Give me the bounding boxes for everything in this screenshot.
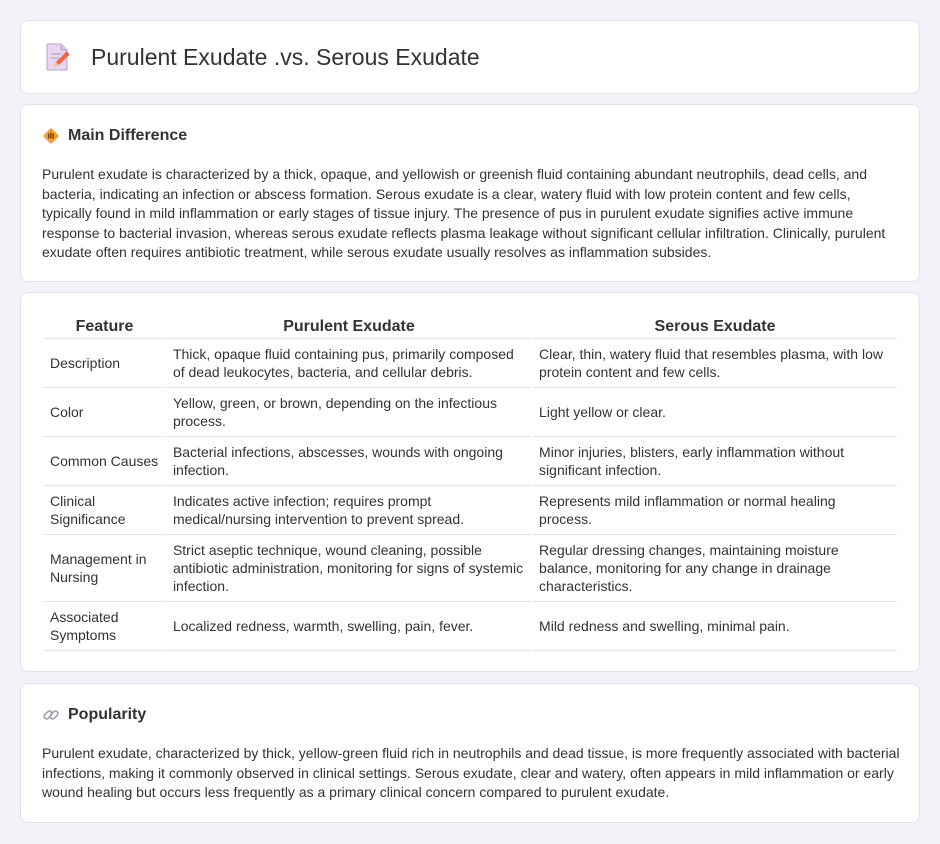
feature-cell: Color (44, 388, 165, 437)
table-row (44, 339, 897, 388)
popularity-heading (42, 706, 146, 724)
popularity-card (20, 683, 920, 823)
column-header-feature: Feature (44, 315, 165, 339)
table-row (44, 388, 897, 437)
feature-cell: Clinical Significance (44, 486, 165, 535)
main-difference-title: Main Difference (68, 127, 188, 144)
column-header-serous: Serous Exudate (533, 315, 897, 339)
popularity-text: Purulent exudate, characterized by thick, yellow-green fluid rich in neutrophils and dead tissue, is more frequently associated with bacterial infections, making it commonly observed in clinical settings. Serous exudate, clear and watery, often appears in mild inflammation or early wound healing but occurs less frequently as a primary clinical concern compared to purulent exudate. (42, 745, 900, 800)
table-row (44, 437, 897, 486)
feature-cell: Associated Symptoms (44, 602, 165, 651)
column-header-purulent: Purulent Exudate (167, 315, 531, 339)
main-difference-card (20, 104, 920, 282)
purulent-cell: Thick, opaque fluid containing pus, primarily composed of dead leukocytes, bacteria, and cellular debris. (167, 339, 531, 388)
main-difference-heading (42, 127, 187, 145)
serous-cell: Clear, thin, watery fluid that resembles plasma, with low protein content and few cells. (533, 339, 897, 388)
purulent-cell: Localized redness, warmth, swelling, pain, fever. (167, 602, 531, 651)
purulent-cell: Yellow, green, or brown, depending on the infectious process. (167, 388, 531, 437)
purulent-cell: Strict aseptic technique, wound cleaning, possible antibiotic administration, monitoring for signs of systemic infection. (167, 535, 531, 602)
purulent-cell: Indicates active infection; requires prompt medical/nursing intervention to prevent spread. (167, 486, 531, 535)
serous-cell: Regular dressing changes, maintaining moisture balance, monitoring for any change in drainage characteristics. (533, 535, 897, 602)
feature-cell: Common Causes (44, 437, 165, 486)
main-difference-text: Purulent exudate is characterized by a thick, opaque, and yellowish or greenish fluid containing abundant neutrophils, dead cells, and bacteria, indicating an infection or abscess formation. Serous exudate is a clear, watery fluid with low protein content and few cells, typically found in mild inflammation or early stages of tissue injury. The presence of pus in purulent exudate signifies active immune response to bacterial invasion, whereas serous exudate reflects plasma leakage without significant cellular infiltration. Clinically, purulent exudate often requires antibiotic treatment, while serous exudate usually resolves as inflammation subsides. (42, 166, 886, 260)
table-row (44, 535, 897, 602)
link-icon (42, 706, 60, 724)
table-row (44, 486, 897, 535)
serous-cell: Represents mild inflammation or normal healing process. (533, 486, 897, 535)
purulent-cell: Bacterial infections, abscesses, wounds with ongoing infection. (167, 437, 531, 486)
comparison-table (42, 315, 899, 651)
feature-cell: Management in Nursing (44, 535, 165, 602)
feature-cell: Description (44, 339, 165, 388)
popularity-title: Popularity (68, 706, 147, 723)
document-pencil-icon (45, 42, 71, 72)
serous-cell: Mild redness and swelling, minimal pain. (533, 602, 897, 651)
serous-cell: Minor injuries, blisters, early inflammation without significant infection. (533, 437, 897, 486)
comparison-card (20, 292, 920, 672)
page-title: Purulent Exudate .vs. Serous Exudate (91, 43, 480, 70)
table-header-row (44, 315, 897, 339)
header-card (20, 20, 920, 94)
title-row (45, 42, 480, 72)
table-row (44, 602, 897, 651)
serous-cell: Light yellow or clear. (533, 388, 897, 437)
diamond-badge-icon (42, 127, 60, 145)
